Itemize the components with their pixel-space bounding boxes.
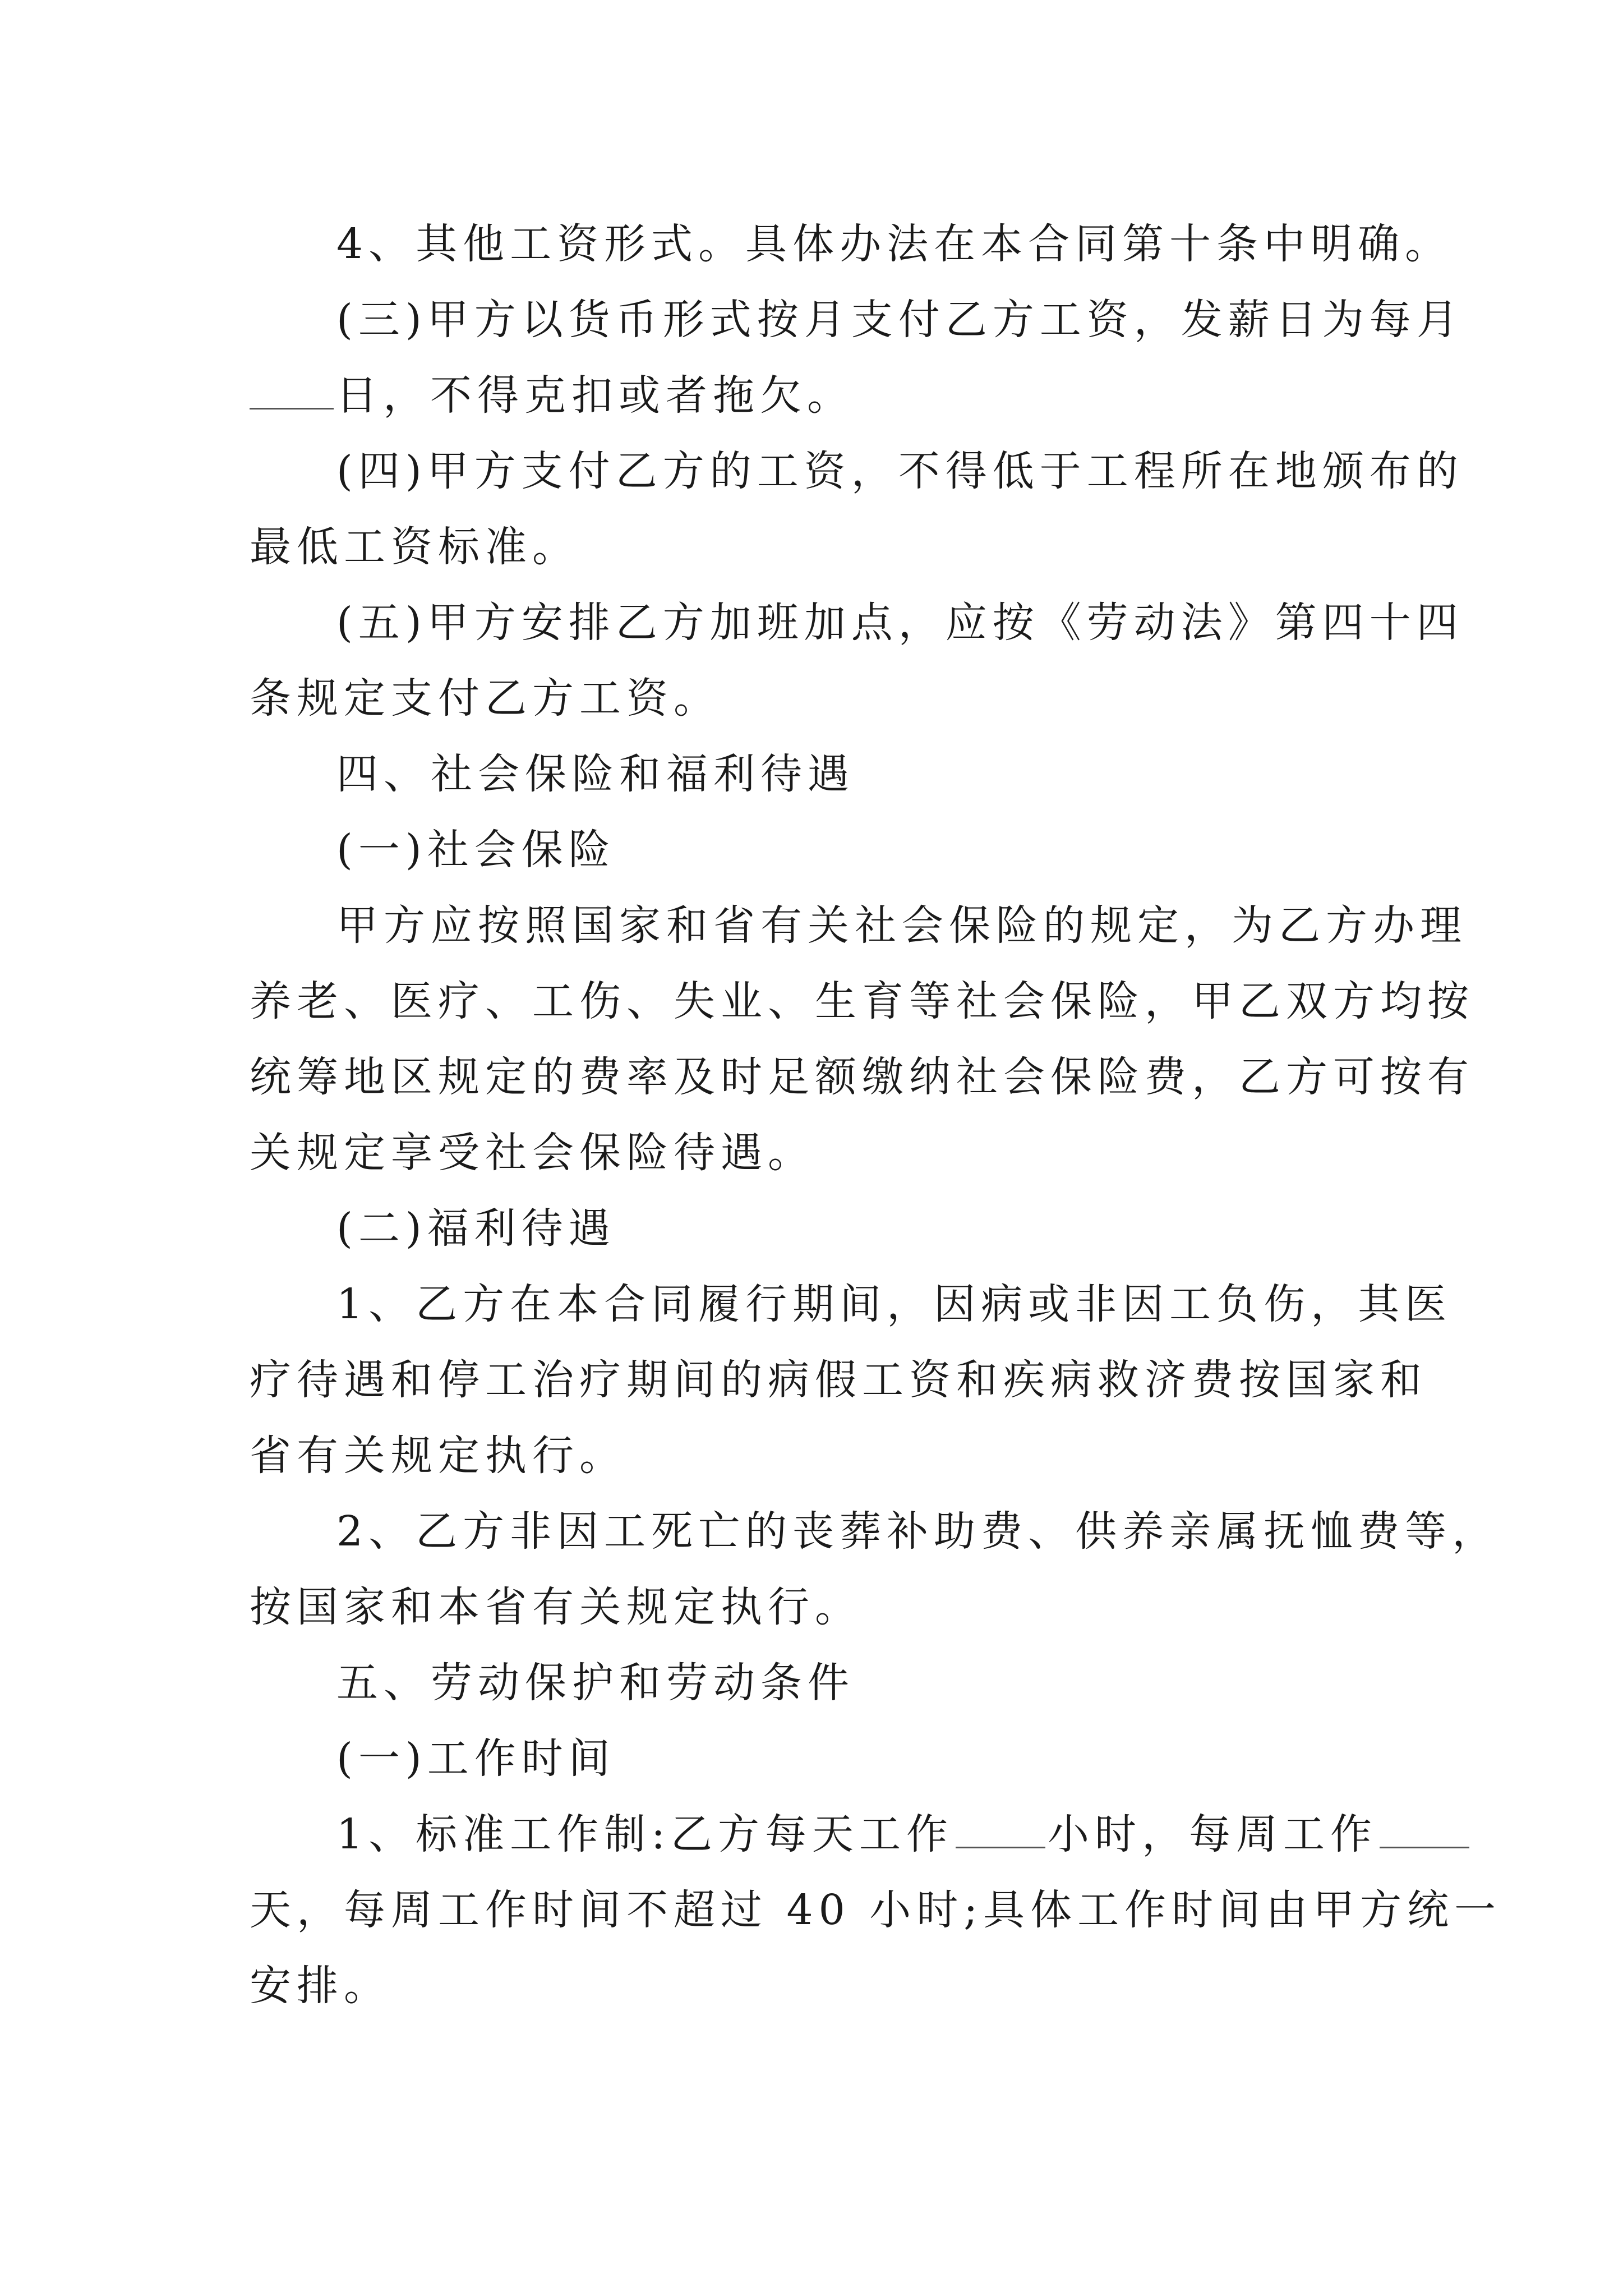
paragraph-line — [336, 1809, 1396, 1860]
paragraph-line: (三)甲方以货币形式按月支付乙方工资，发薪日为每月 — [336, 296, 1464, 344]
fill-in-blank — [1380, 1813, 1469, 1848]
section-heading: 四、社会保险和福利待遇 — [336, 750, 855, 798]
paragraph-line: 安排。 — [250, 1962, 391, 2010]
line-text: 1、标准工作制:乙方每天工作 — [336, 1810, 954, 1858]
subsection-heading: (一)工作时间 — [336, 1734, 616, 1783]
paragraph-line: 养老、医疗、工伤、失业、生育等社会保险，甲乙双方均按 — [250, 977, 1474, 1025]
paragraph-line: 甲方应按照国家和省有关社会保险的规定，为乙方办理 — [336, 901, 1467, 950]
paragraph-line: 省有关规定执行。 — [250, 1432, 626, 1480]
paragraph-line: 统筹地区规定的费率及时足额缴纳社会保险费，乙方可按有 — [250, 1053, 1474, 1101]
paragraph-line: 天，每周工作时间不超过 40 小时;具体工作时间由甲方统一 — [250, 1886, 1502, 1934]
paragraph-line: 疗待遇和停工治疗期间的病假工资和疾病救济费按国家和 — [250, 1356, 1427, 1404]
paragraph-line: 4、其他工资形式。具体办法在本合同第十条中明确。 — [336, 220, 1453, 268]
paragraph-line: 1、乙方在本合同履行期间，因病或非因工负伤，其医 — [336, 1280, 1453, 1328]
paragraph-line: 最低工资标准。 — [250, 523, 579, 571]
fill-in-blank — [250, 374, 334, 409]
paragraph-line: 条规定支付乙方工资。 — [250, 674, 721, 723]
line-text: 日，不得克扣或者拖欠。 — [336, 371, 854, 420]
paragraph-line: (四)甲方支付乙方的工资，不得低于工程所在地颁布的 — [336, 447, 1464, 495]
line-text: 小时，每周工作 — [1048, 1810, 1378, 1858]
fill-in-blank — [956, 1813, 1045, 1848]
paragraph-line — [250, 370, 1394, 421]
paragraph-line: 2、乙方非因工死亡的丧葬补助费、供养亲属抚恤费等， — [336, 1507, 1500, 1556]
paragraph-line: 关规定享受社会保险待遇。 — [250, 1129, 815, 1177]
section-heading: 五、劳动保护和劳动条件 — [336, 1659, 855, 1707]
subsection-heading: (一)社会保险 — [336, 826, 616, 874]
paragraph-line: 按国家和本省有关规定执行。 — [250, 1583, 862, 1631]
subsection-heading: (二)福利待遇 — [336, 1204, 616, 1253]
paragraph-line: (五)甲方安排乙方加班加点，应按《劳动法》第四十四 — [336, 599, 1464, 647]
